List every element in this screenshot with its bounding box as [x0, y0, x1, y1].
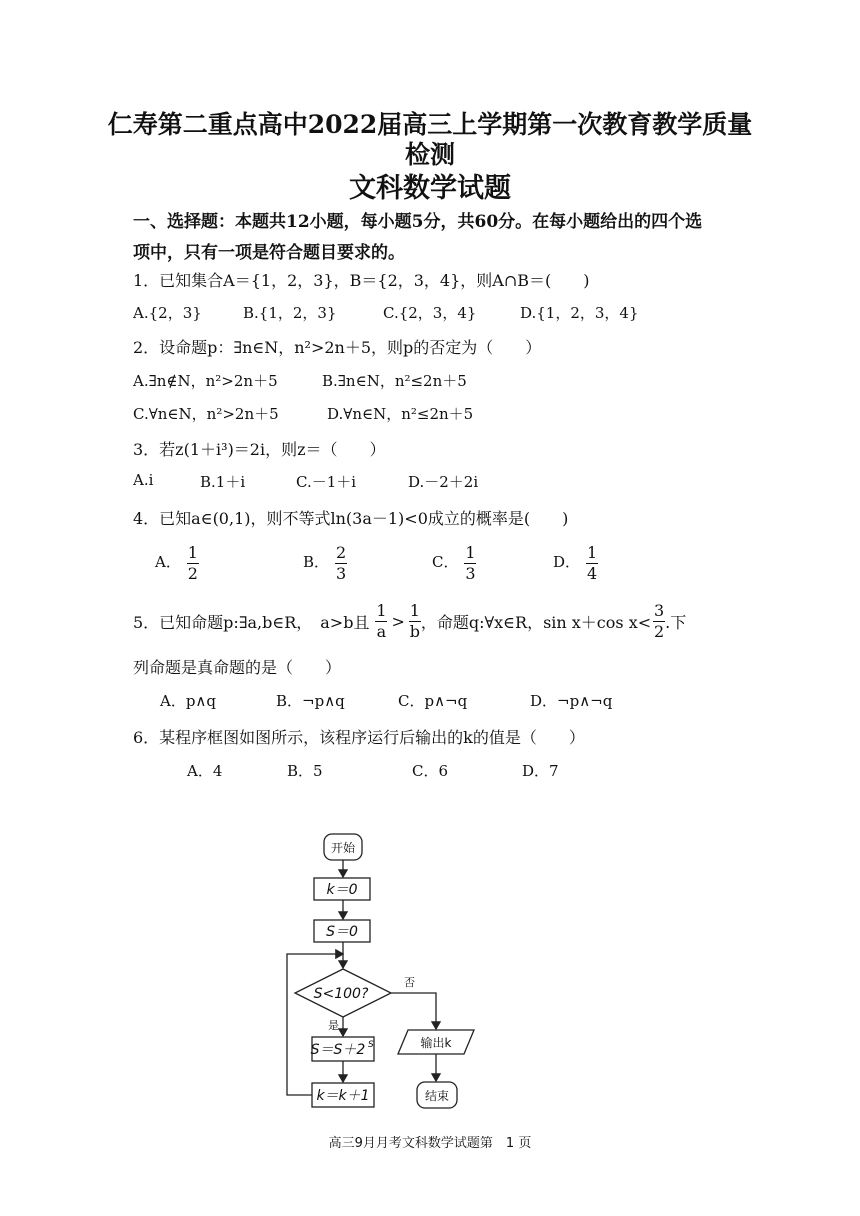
option-letter: D． [553, 553, 581, 572]
no-branch-arrow [391, 993, 436, 1029]
question-1-stem: 1．已知集合A＝{1，2，3}，B＝{2，3，4}，则A∩B＝( ) [133, 271, 590, 290]
question-6-option-a: A．4 [187, 762, 223, 780]
stem-part: 5．已知命题p:∃a,b∈R， a>b且 [133, 612, 370, 632]
question-5-stem-line2: 列命题是真命题的是（ ） [133, 658, 342, 677]
numerator: 1 [465, 543, 476, 562]
program-flowchart [270, 822, 500, 1122]
condition-label: S<100? [313, 986, 369, 1002]
exam-title-line2: 检测 [404, 140, 455, 169]
question-2-stem: 2．设命题p：∃n∈N，n²>2n＋5，则p的否定为（ ） [133, 338, 542, 357]
denominator: 2 [187, 563, 198, 583]
question-5-option-d: D．¬p∧¬q [530, 692, 613, 710]
section-instruction-line1: 一、选择题：本题共12小题，每小题5分，共60分。在每小题给出的四个选 [133, 212, 703, 232]
question-4-option-a [155, 544, 199, 582]
question-5-stem [133, 602, 686, 640]
question-5-option-c: C．p∧¬q [398, 692, 468, 710]
exponent-s: S [368, 1040, 374, 1050]
output-label: 输出k [420, 1036, 452, 1050]
denominator: b [409, 621, 420, 641]
question-4-option-b [303, 544, 347, 582]
fraction-1-over-b [409, 602, 421, 640]
fraction-3-over-2 [653, 602, 665, 640]
numerator: 1 [586, 543, 598, 562]
question-5-option-a: A．p∧q [160, 692, 217, 710]
numerator: 3 [654, 601, 665, 620]
numerator: 1 [409, 601, 420, 620]
fraction [586, 544, 598, 582]
end-label: 结束 [424, 1089, 450, 1103]
question-1-option-b: B.{1，2，3} [243, 304, 337, 322]
denominator: 3 [335, 563, 347, 583]
page-footer: 高三9月月考文科数学试题第 1 页 [328, 1136, 532, 1151]
question-2-option-a: A.∃n∉N，n²>2n＋5 [133, 372, 278, 390]
question-2-option-d: D.∀n∈N，n²≤2n＋5 [327, 405, 474, 423]
question-3-stem: 3．若z(1＋i³)＝2i，则z＝（ ） [133, 440, 386, 459]
question-3-option-c: C.－1＋i [296, 473, 357, 491]
question-6-option-b: B．5 [287, 762, 323, 780]
question-3-option-d: D.－2＋2i [408, 473, 479, 491]
numerator: 2 [335, 543, 347, 562]
stem-part: ，命题q:∀x∈R，sin x＋cos x< [420, 612, 652, 632]
question-2-option-c: C.∀n∈N，n²>2n＋5 [133, 405, 279, 423]
section-instruction-line2: 项中，只有一项是符合题目要求的。 [133, 243, 405, 263]
update-s-label: S＝S＋2 [310, 1042, 366, 1058]
init-s-label: S＝0 [326, 924, 358, 940]
option-letter: A． [155, 553, 181, 572]
fraction-1-over-a [375, 602, 387, 640]
exam-subtitle: 文科数学试题 [349, 173, 511, 204]
question-3-option-b: B.1＋i [200, 473, 246, 491]
stem-part: .下 [665, 612, 687, 632]
fraction [335, 544, 347, 582]
option-letter: C． [432, 553, 459, 572]
question-1-option-a: A.{2，3} [133, 304, 202, 322]
numerator: 1 [376, 601, 387, 620]
question-1-option-c: C.{2，3，4} [383, 304, 477, 322]
question-4-stem: 4．已知a∈(0,1)，则不等式ln(3a－1)<0成立的概率是( ) [133, 509, 569, 528]
fraction [464, 544, 476, 582]
numerator: 1 [187, 543, 198, 562]
question-6-stem: 6．某程序框图如图所示，该程序运行后输出的k的值是（ ） [133, 728, 585, 747]
no-label: 否 [404, 976, 415, 989]
start-label: 开始 [330, 841, 356, 855]
question-1-option-d: D.{1，2，3，4} [520, 304, 639, 322]
question-6-option-d: D．7 [522, 762, 559, 780]
question-3-option-a: A.i [133, 471, 154, 489]
exam-title-line1: 仁寿第二重点高中2022届高三上学期第一次教育教学质量 [107, 110, 753, 139]
question-5-option-b: B．¬p∧q [276, 692, 345, 710]
question-4-option-d [553, 544, 598, 582]
question-6-option-c: C．6 [412, 762, 449, 780]
greater-than: > [391, 611, 405, 631]
update-k-label: k＝k＋1 [316, 1088, 370, 1104]
denominator: a [376, 621, 387, 641]
fraction [187, 544, 199, 582]
question-4-option-c [432, 544, 476, 582]
denominator: 4 [586, 563, 598, 583]
yes-label: 是 [328, 1019, 339, 1032]
denominator: 3 [465, 563, 476, 583]
init-k-label: k＝0 [326, 882, 358, 898]
question-2-option-b: B.∃n∈N，n²≤2n＋5 [322, 372, 467, 390]
denominator: 2 [654, 621, 665, 641]
option-letter: B． [303, 553, 330, 572]
